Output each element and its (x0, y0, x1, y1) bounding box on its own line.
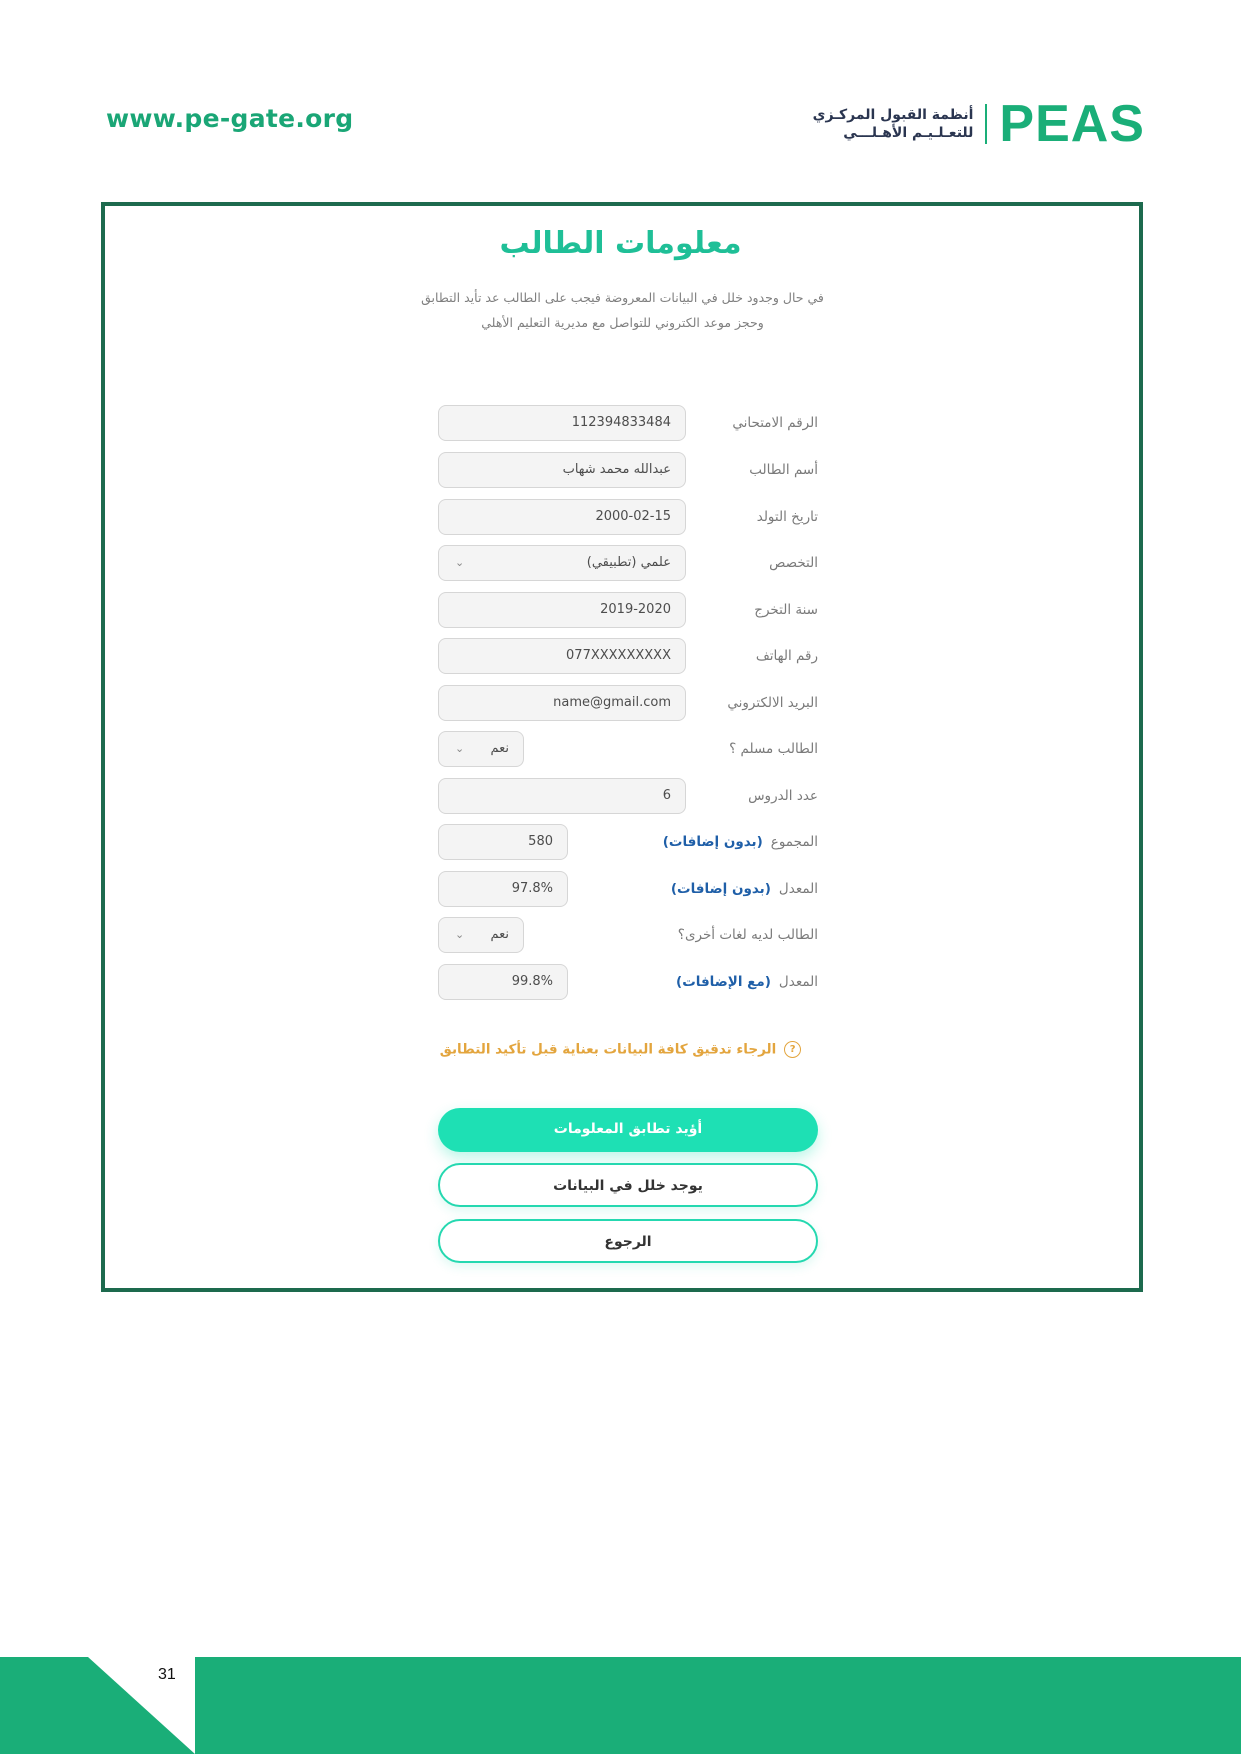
row-other-languages (438, 917, 818, 953)
report-error-button[interactable]: يوجد خلل في البيانات (438, 1163, 818, 1207)
site-url[interactable]: www.pe-gate.org (106, 104, 354, 133)
page-number: 31 (158, 1666, 176, 1683)
field-label: البريد الالكتروني (727, 695, 818, 711)
row-lessons-count (438, 778, 818, 814)
field-label: الطالب لديه لغات أخرى؟ (677, 927, 818, 943)
brand-logo (812, 95, 1145, 153)
average-with-additions-field[interactable]: 99.8% (438, 964, 568, 1000)
chevron-down-icon: ⌄ (455, 928, 465, 941)
back-button[interactable]: الرجوع (438, 1219, 818, 1263)
field-label: سنة التخرج (754, 602, 818, 618)
field-label: تاريخ التولد (756, 509, 818, 525)
brand-name: PEAS (999, 95, 1145, 153)
row-specialization (438, 545, 818, 581)
field-label: المجموع(بدون إضافات) (662, 834, 818, 850)
field-label: الطالب مسلم ؟ (729, 741, 818, 757)
field-note: (بدون إضافات) (662, 834, 763, 850)
exam-number-field[interactable]: 112394833484 (438, 405, 686, 441)
is-muslim-value: نعم (490, 741, 509, 756)
graduation-year-field[interactable]: 2019-2020 (438, 592, 686, 628)
chevron-down-icon: ⌄ (455, 556, 465, 569)
field-label: أسم الطالب (749, 462, 818, 478)
chevron-down-icon: ⌄ (455, 742, 465, 755)
is-muslim-select[interactable] (438, 731, 524, 767)
page-subtitle: في حال وجدود خلل في البيانات المعروضة فيجب على الطالب عد تأيد التطابق وحجز موعد الكتروني للتواصل مع مديرية التعليم الأهلي (421, 290, 824, 330)
other-languages-value: نعم (490, 927, 509, 942)
row-is-muslim (438, 731, 818, 767)
row-graduation-year (438, 592, 818, 628)
row-average (438, 871, 818, 907)
birth-date-field[interactable]: 2000-02-15 (438, 499, 686, 535)
question-icon: ? (784, 1041, 801, 1058)
row-phone (438, 638, 818, 674)
footer-bar (195, 1657, 1241, 1754)
specialization-select[interactable] (438, 545, 686, 581)
brand-divider (985, 104, 987, 144)
brand-tagline: أنظمة القبول المركـزي للتعـلـيـم الأهـلـــي (812, 107, 974, 141)
row-student-name (438, 452, 818, 488)
total-field[interactable]: 580 (438, 824, 568, 860)
field-note: (مع الإضافات) (676, 974, 771, 990)
field-label: رقم الهاتف (755, 648, 818, 664)
page-title: معلومات الطالب (499, 226, 742, 261)
field-label: المعدل(بدون إضافات) (670, 881, 818, 897)
field-label: المعدل(مع الإضافات) (676, 974, 818, 990)
field-label: التخصص (769, 555, 818, 571)
email-field[interactable]: name@gmail.com (438, 685, 686, 721)
field-note: (بدون إضافات) (670, 881, 771, 897)
average-field[interactable]: 97.8% (438, 871, 568, 907)
row-birth-date (438, 499, 818, 535)
field-label: الرقم الامتحاني (732, 415, 818, 431)
lessons-count-field[interactable]: 6 (438, 778, 686, 814)
student-name-field[interactable]: عبدالله محمد شهاب (438, 452, 686, 488)
row-total (438, 824, 818, 860)
row-email (438, 685, 818, 721)
specialization-value: علمي (تطبيقي) (586, 555, 671, 570)
row-average-with-additions (438, 964, 818, 1000)
row-exam-number (438, 405, 818, 441)
field-label: عدد الدروس (748, 788, 818, 804)
phone-field[interactable]: 077XXXXXXXXX (438, 638, 686, 674)
warning-message: ?الرجاء تدقيق كافة البيانات بعناية قبل تأكيد التطابق (0, 1041, 1241, 1058)
other-languages-select[interactable] (438, 917, 524, 953)
confirm-match-button[interactable]: أؤيد تطابق المعلومات (438, 1108, 818, 1152)
